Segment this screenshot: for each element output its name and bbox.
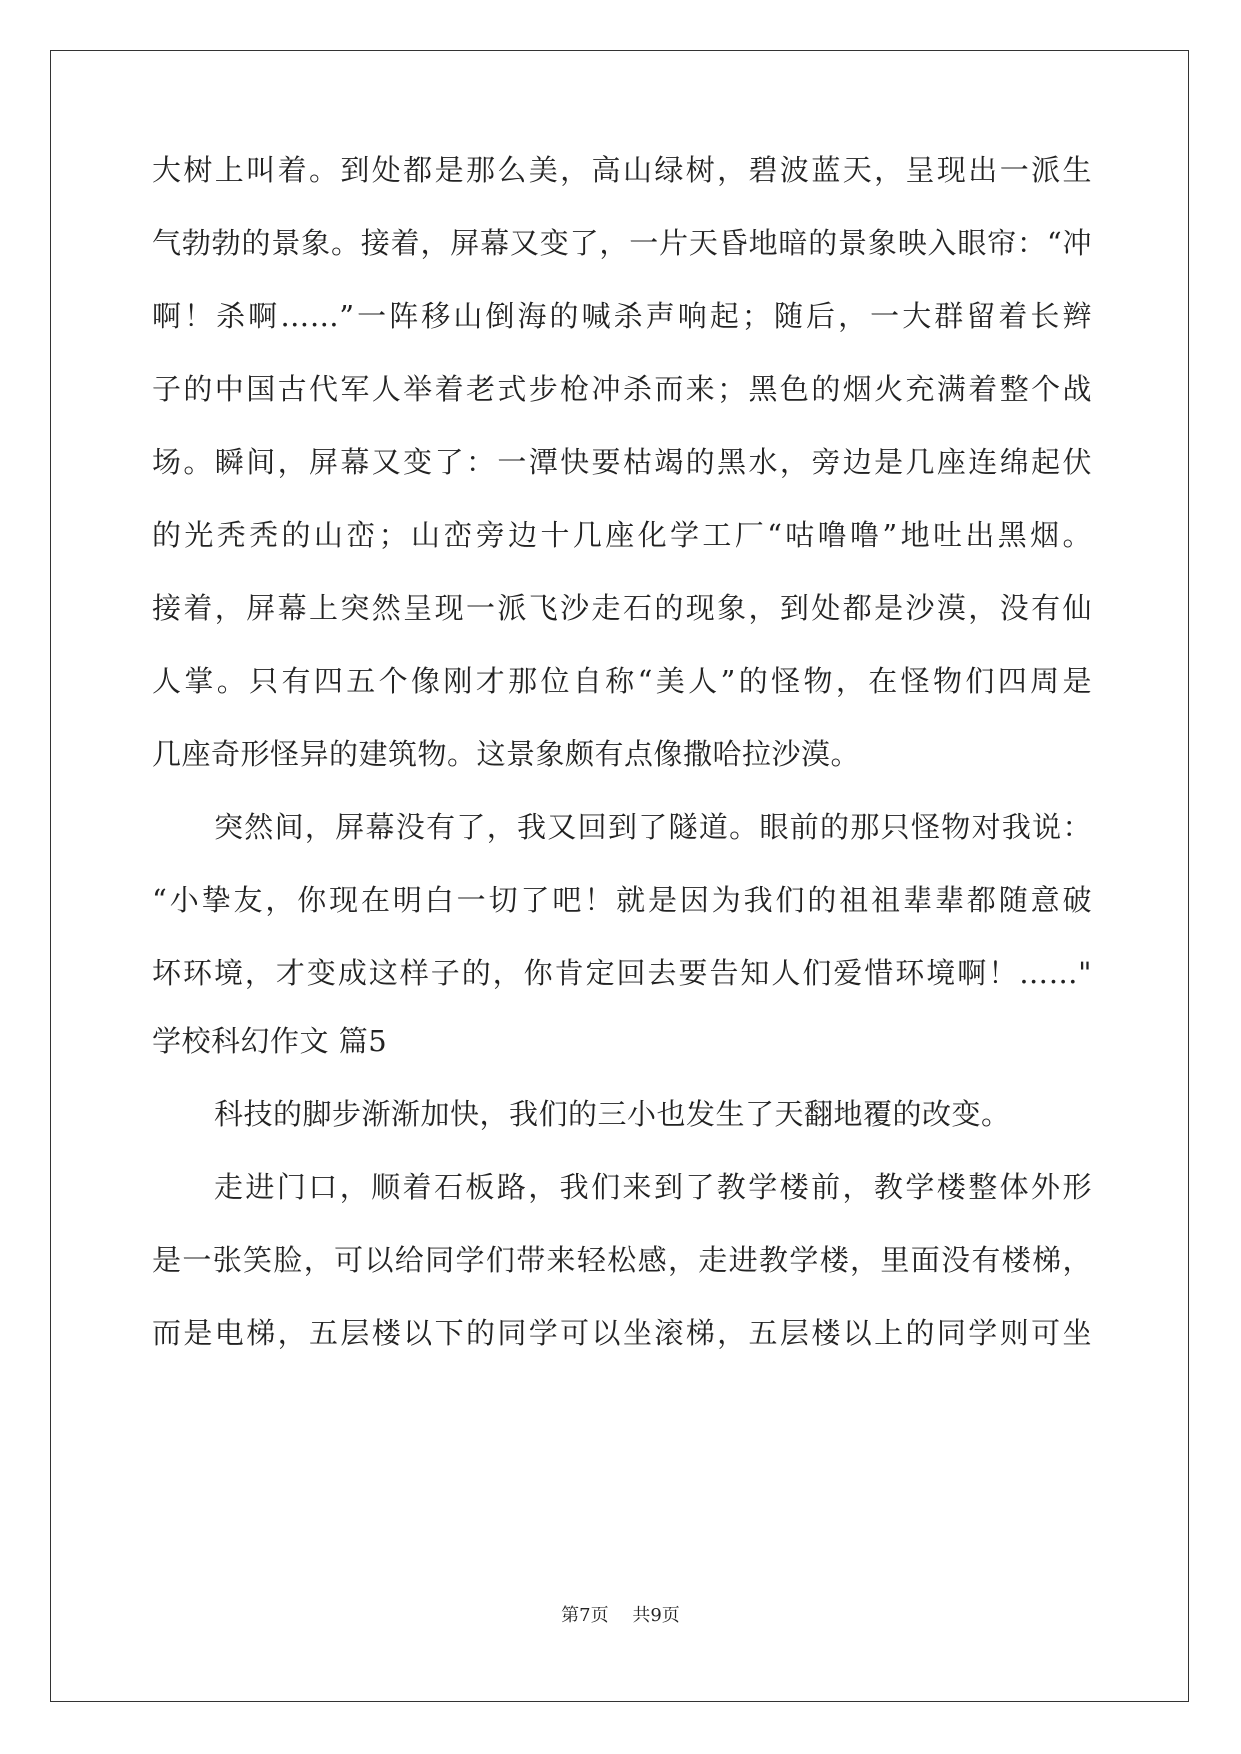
text-line: 大树上叫着。到处都是那么美，高山绿树，碧波蓝天，呈现出一派生	[152, 153, 1092, 187]
text-line: 啊！杀啊……”一阵移山倒海的喊杀声响起；随后，一大群留着长辫	[152, 299, 1092, 333]
text-line: 是一张笑脸，可以给同学们带来轻松感，走进教学楼，里面没有楼梯，	[152, 1243, 1092, 1277]
page-footer	[0, 1604, 1241, 1628]
text-line: 场。瞬间，屏幕又变了：一潭快要枯竭的黑水，旁边是几座连绵起伏	[152, 445, 1092, 479]
paragraph-start-line: 突然间，屏幕没有了，我又回到了隧道。眼前的那只怪物对我说：	[214, 810, 1092, 844]
text-line: 接着，屏幕上突然呈现一派飞沙走石的现象，到处都是沙漠，没有仙	[152, 591, 1092, 625]
text-line: 气勃勃的景象。接着，屏幕又变了，一片天昏地暗的景象映入眼帘：“冲	[152, 226, 1092, 260]
text-line: 人掌。只有四五个像刚才那位自称“美人”的怪物，在怪物们四周是	[152, 664, 1092, 698]
paragraph-start-line: 科技的脚步渐渐加快，我们的三小也发生了天翻地覆的改变。	[214, 1097, 1011, 1131]
page-total: 共9页	[632, 1605, 680, 1626]
text-line: 坏环境，才变成这样子的，你肯定回去要告知人们爱惜环境啊！……"	[152, 956, 1092, 990]
text-line: 而是电梯，五层楼以下的同学可以坐滚梯，五层楼以上的同学则可坐	[152, 1316, 1092, 1350]
text-line: 的光秃秃的山峦；山峦旁边十几座化学工厂“咕噜噜”地吐出黑烟。	[152, 518, 1092, 552]
section-heading: 学校科幻作文 篇5	[152, 1024, 388, 1058]
text-line: “小挚友，你现在明白一切了吧！就是因为我们的祖祖辈辈都随意破	[152, 883, 1092, 917]
text-line: 子的中国古代军人举着老式步枪冲杀而来；黑色的烟火充满着整个战	[152, 372, 1092, 406]
text-line: 几座奇形怪异的建筑物。这景象颇有点像撒哈拉沙漠。	[152, 737, 861, 771]
paragraph-start-line: 走进门口，顺着石板路，我们来到了教学楼前，教学楼整体外形	[214, 1170, 1092, 1204]
page-number: 第7页	[561, 1605, 609, 1626]
